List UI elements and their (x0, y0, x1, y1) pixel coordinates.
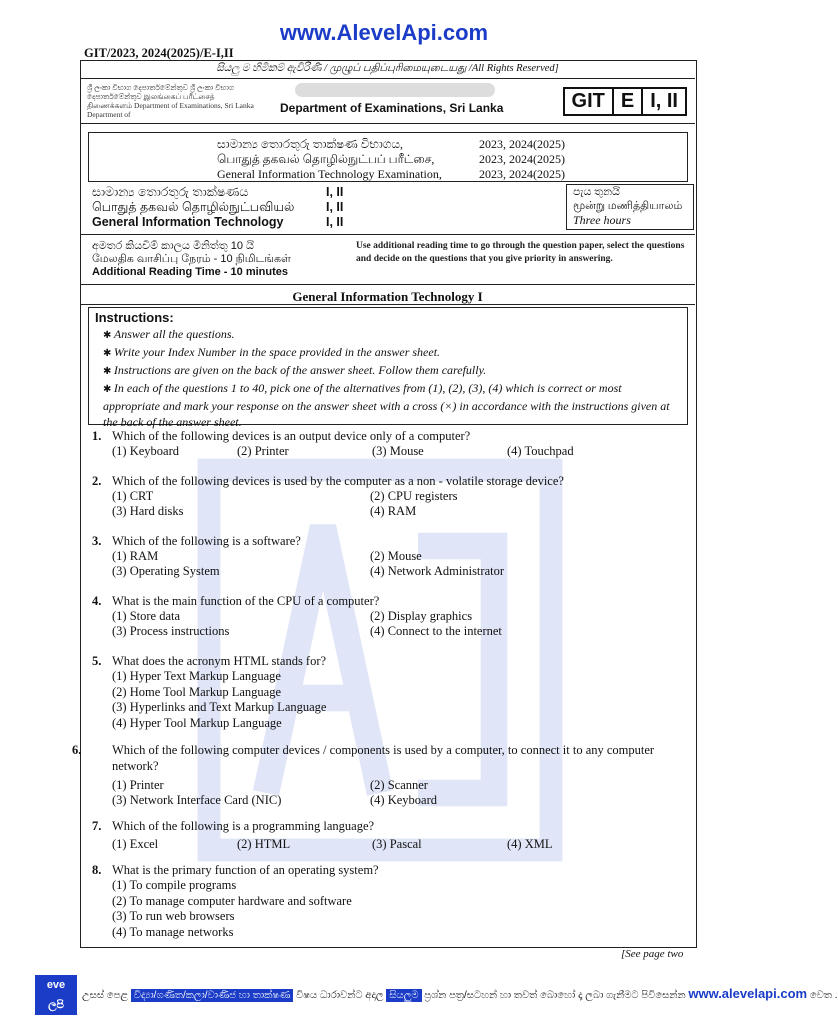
instruction-item: ✱ Answer all the questions. (103, 326, 678, 344)
dept-small-text: ශ්‍රී ලංකා විභාග දෙපාර්තමේන්තුව ශ්‍රී ලංකා විභාග දෙපාර්තමේන්තුව இலங்கைப் பரீட்சைத் திணைக்களம் Department of Examinations, Sri Lanka Department of (87, 83, 254, 119)
option: (4) Hyper Tool Markup Language (112, 715, 282, 730)
instructions-list (103, 326, 678, 430)
exam-name-ta: பொதுத் தகவல் தொழில்நுட்பப் பரீட்சை, (217, 152, 435, 166)
part-si: I, II (326, 185, 344, 199)
exam-name-box (88, 132, 688, 182)
option: (2) Display graphics (370, 609, 473, 623)
paper-code: GIT/2023, 2024(2025)/E-I,II (84, 46, 234, 60)
question-text: Which of the following is a programming language? (112, 819, 375, 833)
option: (4) RAM (370, 504, 417, 518)
option: (2) Mouse (370, 549, 422, 563)
rights-line: සියලු ම හිමිකම් ඇවිරිණි / முழுப் பதிப்புரிமையுடையது /All Rights Reserved] (80, 60, 695, 79)
footer-text-a: උසස් පෙළ (82, 990, 128, 1001)
question-number: 2. (92, 474, 102, 488)
part-ta: I, II (326, 200, 344, 214)
instructions-box (88, 307, 688, 429)
question-number: 6. (72, 743, 82, 757)
instruction-item: ✱ Write your Index Number in the space provided in the answer sheet. (103, 344, 678, 362)
time-en: Three hours (573, 213, 631, 227)
exam-name-en: General Information Technology Examination, (217, 167, 442, 181)
footer-highlight-a: විද්‍යා/ගණිත/කලා/වාණිජ හා තාක්ෂණ (131, 989, 294, 1002)
option: (1) To compile programs (112, 878, 237, 892)
paper-title: General Information Technology I (292, 289, 483, 304)
option: (2) HTML (237, 837, 291, 851)
time-si: පැය තුනයි (573, 186, 620, 198)
instruction-item: ✱ In each of the questions 1 to 40, pick one of the alternatives from (1), (2), (3), (4) which is correct or most appropriate and mark your response on the answer sheet with a cross (×) in accordance with the instructions given at the back of the answer sheet. (103, 380, 678, 430)
option: (1) Printer (112, 778, 164, 792)
option: (4) Touchpad (507, 444, 574, 458)
question-1 (92, 428, 692, 459)
alevelapi-logo-icon[interactable] (35, 975, 77, 1015)
reading-en: Additional Reading Time - 10 minutes (92, 266, 288, 278)
question-number: 4. (92, 594, 102, 608)
option: (3) Mouse (372, 444, 424, 458)
logo-text-top: eve (46, 979, 66, 991)
question-number: 8. (92, 863, 102, 877)
reading-note: Use additional reading time to go through the question paper, select the questions and decide on the questions that you give priority in answering. (356, 241, 685, 264)
subject-si: සාමාන්‍ය තොරතුරු තාක්ෂණය (92, 185, 249, 199)
option: (2) To manage computer hardware and software (112, 893, 352, 908)
footer-banner (0, 970, 838, 1024)
exam-name-si: සාමාන්‍ය තොරතුරු තාක්ෂණ විභාගය, (217, 137, 404, 151)
exam-year-si: 2023, 2024(2025) (479, 137, 565, 151)
logo-text-bottom: ලපි (48, 999, 64, 1011)
question-text: What does the acronym HTML stands for? (112, 654, 327, 668)
question-text: Which of the following devices is an output device only of a computer? (112, 429, 471, 443)
subject-code-box (563, 87, 687, 116)
reading-si: අමතර කියවීම් කාලය මිනිත්තු 10 යි (92, 240, 254, 252)
option: (2) Printer (237, 444, 289, 458)
subject-ta: பொதுத் தகவல் தொழில்நுட்பவியல் (92, 200, 295, 214)
question-number: 5. (92, 654, 102, 668)
instructions-heading: Instructions: (95, 310, 174, 325)
department-seal-icon (295, 83, 495, 97)
option: (2) CPU registers (370, 489, 458, 503)
option: (1) CRT (112, 489, 154, 503)
time-box (566, 184, 694, 230)
option: (3) Operating System (112, 564, 220, 578)
footer-text-b: විෂය ධාරාවන්ට අදාල (296, 990, 384, 1001)
divider (80, 234, 695, 235)
code-git: GIT (571, 90, 605, 112)
reading-time (92, 240, 291, 279)
option: (3) Hyperlinks and Text Markup Language (112, 700, 327, 714)
option: (1) Excel (112, 837, 159, 851)
question-text: What is the primary function of an operating system? (112, 863, 379, 877)
option: (3) Network Interface Card (NIC) (112, 793, 282, 807)
footer-text (82, 986, 838, 1001)
option: (2) Home Tool Markup Language (112, 684, 281, 699)
footer-highlight-b: සියලුම (386, 989, 421, 1002)
option: (1) Store data (112, 609, 181, 623)
subject-parts (326, 185, 343, 230)
option: (1) Keyboard (112, 444, 179, 458)
subject-en: General Information Technology (92, 215, 284, 229)
divider (80, 284, 695, 285)
code-e: E (612, 89, 641, 114)
question-text: What is the main function of the CPU of a computer? (112, 594, 380, 608)
question-2 (92, 473, 692, 519)
exam-year-ta: 2023, 2024(2025) (479, 152, 565, 166)
question-text: Which of the following computer devices / components is used by a computer, to connect it to any computer network? (112, 743, 655, 773)
site-url-banner[interactable]: www.AlevelApi.com (279, 20, 489, 45)
option: (4) XML (507, 837, 553, 851)
option: (2) Scanner (370, 778, 428, 792)
question-7 (92, 818, 692, 852)
divider (80, 304, 695, 305)
question-number: 1. (92, 429, 102, 443)
question-3 (92, 533, 692, 579)
see-page-note: [See page two (621, 948, 684, 960)
option: (4) Connect to the internet (370, 624, 502, 638)
question-number: 7. (92, 819, 102, 833)
question-text: Which of the following is a software? (112, 534, 301, 548)
option: (4) To manage networks (112, 924, 234, 939)
code-parts: I, II (641, 89, 685, 114)
department-header (80, 79, 695, 124)
subject-names (92, 185, 294, 230)
question-4 (92, 593, 692, 639)
question-6 (72, 742, 692, 808)
footer-url-link[interactable]: www.alevelapi.com (688, 986, 808, 1001)
footer-text-c: ප්‍රශ්න පත්‍ර/සටහන් හා තවත් බොහෝ දෑ ලබා ගැනීමට පිවිසෙන්න (424, 990, 686, 1001)
option: (1) Hyper Text Markup Language (112, 669, 281, 683)
question-text: Which of the following devices is used by the computer as a non - volatile storage device? (112, 474, 564, 488)
question-8 (92, 862, 692, 940)
option: (3) To run web browsers (112, 909, 235, 923)
question-5 (92, 653, 692, 731)
reading-ta: மேலதிக வாசிப்பு நேரம் - 10 நிமிடங்கள் (92, 253, 291, 265)
question-number: 3. (92, 534, 102, 548)
department-name: Department of Examinations, Sri Lanka (280, 101, 504, 115)
option: (4) Network Administrator (370, 564, 505, 578)
option: (1) RAM (112, 549, 159, 563)
instruction-item: ✱ Instructions are given on the back of the answer sheet. Follow them carefully. (103, 362, 678, 380)
option: (4) Keyboard (370, 793, 437, 807)
part-en: I, II (326, 215, 344, 229)
option: (3) Hard disks (112, 504, 184, 518)
footer-text-d: වෙත . (809, 990, 838, 1001)
exam-year-en: 2023, 2024(2025) (479, 167, 565, 181)
option: (3) Pascal (372, 837, 422, 851)
time-ta: மூன்று மணித்தியாலம் (573, 200, 683, 212)
option: (3) Process instructions (112, 624, 230, 638)
